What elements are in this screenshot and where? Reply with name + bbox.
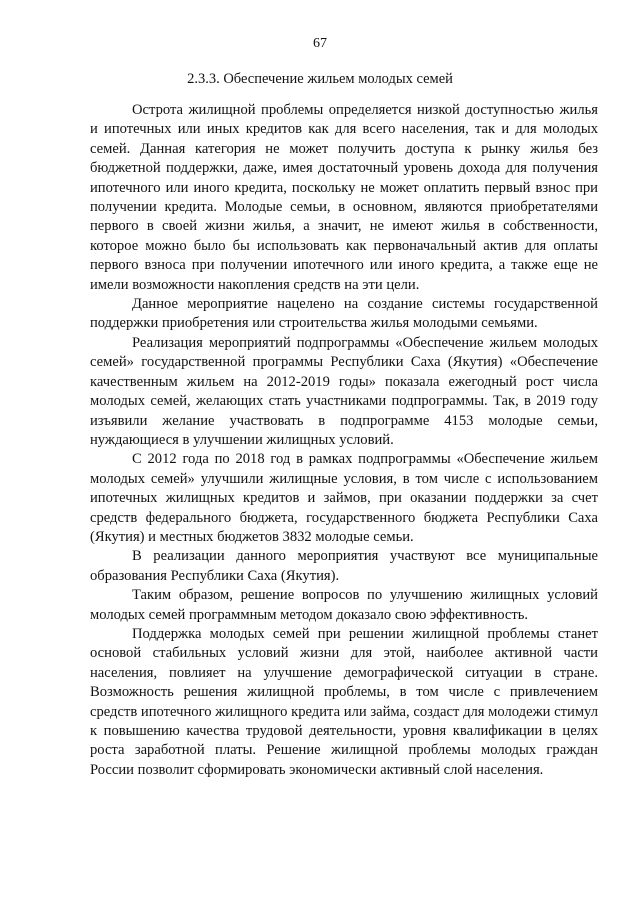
paragraph-effectiveness: Таким образом, решение вопросов по улучшению жилищных условий молодых семей программным методом доказало свою эффективность. bbox=[90, 587, 598, 623]
paragraph-housing-problem: Острота жилищной проблемы определяется низкой доступностью жилья и ипотечных или иных кредитов как для всего населения, так и для молодых семей. Данная категория не может получить доступа к рынку жилья без бюджетной поддержки, даже, имея достаточный уровень дохода для получения ипотечного или иного кредита, поскольку не может оплатить первый взнос при получении кредита. Молодые семьи, в основном, являются приобретателями первого в своей жизни жилья, а значит, не имеют жилья в собственности, которое можно было бы использовать как первоначальный актив для оплаты первого взноса при получении ипотечного или иного кредита, а также еще не имели возможности накопления средств на эти цели. bbox=[90, 102, 598, 293]
paragraph-measure-aim: Данное мероприятие нацелено на создание системы государственной поддержки приобретения или строительства жилья молодыми семьями. bbox=[90, 296, 598, 332]
paragraph-municipal-participation: В реализации данного мероприятия участвуют все муниципальные образования Республики Саха (Якутия). bbox=[90, 548, 598, 584]
body-text bbox=[90, 101, 598, 780]
paragraph-subprogram-implementation: Реализация мероприятий подпрограммы «Обеспечение жильем молодых семей» государственной программы Республики Саха (Якутия) «Обеспечение качественным жильем на 2012-2019 годы» показала ежегодный рост числа молодых семей, желающих стать участниками подпрограммы. Так, в 2019 году изъявили желание участвовать в подпрограмме 4153 молодые семьи, нуждающиеся в улучшении жилищных условий. bbox=[90, 334, 598, 448]
paragraph-results-2012-2018: С 2012 года по 2018 год в рамках подпрограммы «Обеспечение жильем молодых семей» улучшили жилищные условия, в том числе с использованием ипотечных жилищных кредитов и займов, при оказании поддержки за счет средств федерального бюджета, государственного бюджета Республики Саха (Якутия) и местных бюджетов 3832 молодые семьи. bbox=[90, 451, 598, 545]
section-title: 2.3.3. Обеспечение жильем молодых семей bbox=[187, 71, 453, 87]
paragraph-support-outlook: Поддержка молодых семей при решении жилищной проблемы станет основой стабильных условий жизни для этой, наиболее активной части населения, повлияет на улучшение демографической ситуации в стране. Возможность решения жилищной проблемы, в том числе с привлечением средств ипотечного жилищного кредита или займа, создаст для молодежи стимул к повышению качества трудовой деятельности, уровня квалификации в целях роста заработной платы. Решение жилищной проблемы молодых граждан России позволит сформировать экономически активный слой населения. bbox=[90, 625, 598, 778]
page-number: 67 bbox=[313, 36, 327, 51]
